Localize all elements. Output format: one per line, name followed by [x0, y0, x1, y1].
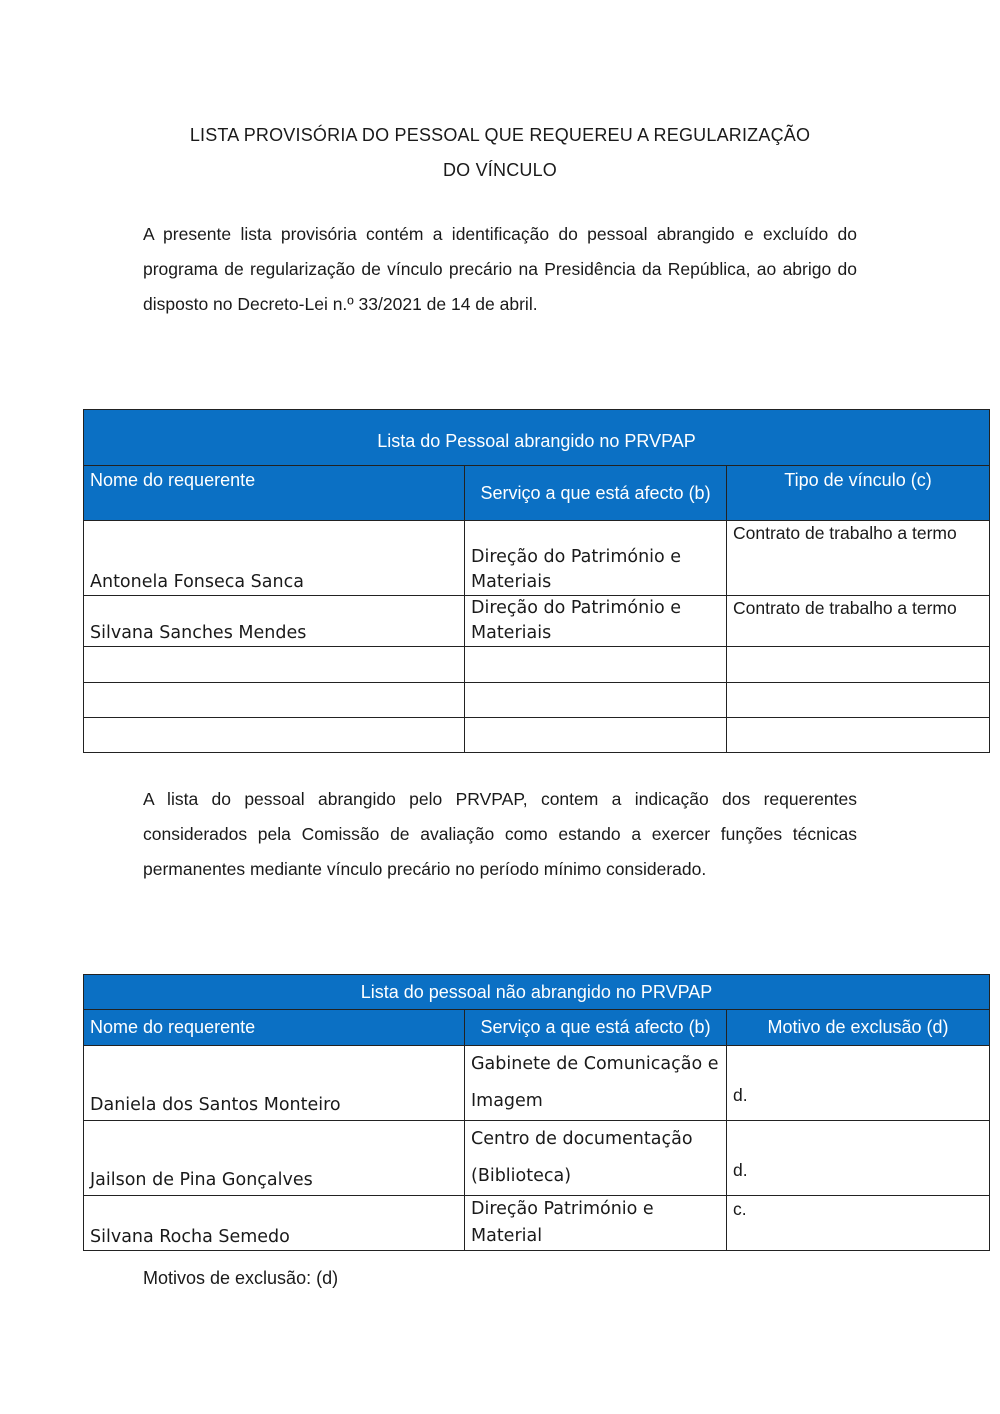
column-header-exclusion-reason: Motivo de exclusão (d) — [727, 1010, 990, 1046]
requester-name: Jailson de Pina Gonçalves — [84, 1121, 465, 1196]
exclusion-reason: d. — [727, 1121, 990, 1196]
column-header-service: Serviço a que está afecto (b) — [465, 466, 727, 521]
table-caption: Lista do Pessoal abrangido no PRVPAP — [84, 410, 990, 466]
table-row — [84, 596, 990, 647]
link-type: Contrato de trabalho a termo — [727, 596, 990, 647]
requester-name: Silvana Rocha Semedo — [84, 1196, 465, 1251]
title-line-2: DO VÍNCULO — [442, 160, 558, 180]
service-assigned: Direção do Património e Materiais — [465, 521, 727, 596]
service-assigned: Centro de documentação (Biblioteca) — [465, 1121, 727, 1196]
table-caption: Lista do pessoal não abrangido no PRVPAP — [84, 975, 990, 1010]
exclusion-reason: d. — [727, 1046, 990, 1121]
table-row — [84, 1046, 990, 1121]
service-assigned: Direção do Património e Materiais — [465, 596, 727, 647]
empty-row — [84, 683, 990, 718]
table-row — [84, 1121, 990, 1196]
empty-row — [84, 718, 990, 753]
table-row — [84, 521, 990, 596]
title-line-1: LISTA PROVISÓRIA DO PESSOAL QUE REQUEREU A REGULARIZAÇÃO — [189, 125, 811, 145]
exclusion-reason: c. — [727, 1196, 990, 1251]
requester-name: Antonela Fonseca Sanca — [84, 521, 465, 596]
column-header-name: Nome do requerente — [84, 466, 465, 521]
service-assigned: Gabinete de Comunicação e Imagem — [465, 1046, 727, 1121]
excluded-staff-table — [83, 974, 990, 1251]
middle-paragraph: A lista do pessoal abrangido pelo PRVPAP, contem a indicação dos requerentes considerados pela Comissão de avaliação como estando a exercer funções técnicas permanentes mediante vínculo precário no período mínimo considerado. — [143, 789, 857, 879]
requester-name: Daniela dos Santos Monteiro — [84, 1046, 465, 1121]
table-row — [84, 1196, 990, 1251]
service-assigned: Direção Património e Material — [465, 1196, 727, 1251]
exclusion-reasons-note: Motivos de exclusão: (d) — [143, 1268, 339, 1288]
column-header-service: Serviço a que está afecto (b) — [465, 1010, 727, 1046]
column-header-link-type: Tipo de vínculo (c) — [727, 466, 990, 521]
link-type: Contrato de trabalho a termo — [727, 521, 990, 596]
included-staff-table — [83, 409, 990, 753]
document-title — [0, 118, 1000, 188]
empty-row — [84, 647, 990, 683]
intro-paragraph: A presente lista provisória contém a identificação do pessoal abrangido e excluído do programa de regularização de vínculo precário na Presidência da República, ao abrigo do disposto no Decreto-Lei n.º 33/2021 de 14 de abril. — [143, 224, 857, 314]
requester-name: Silvana Sanches Mendes — [84, 596, 465, 647]
column-header-name: Nome do requerente — [84, 1010, 465, 1046]
